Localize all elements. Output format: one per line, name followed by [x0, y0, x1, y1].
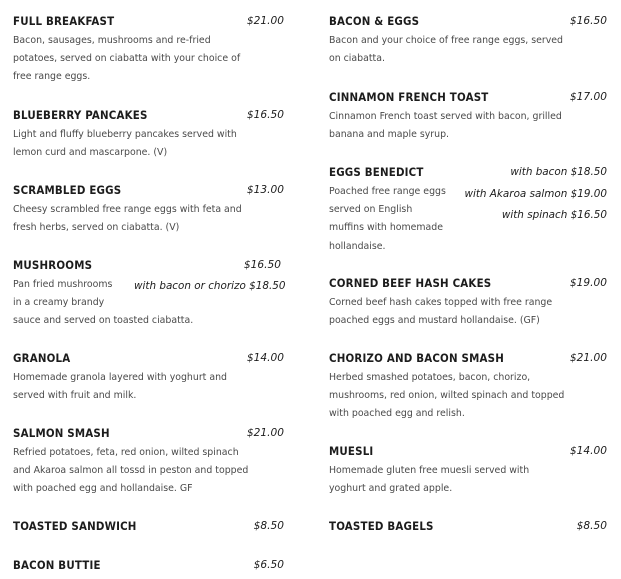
menu-item-scrambled-eggs: [13, 183, 288, 237]
item-title: GRANOLA: [13, 351, 71, 365]
item-description: Cinnamon French toast served with bacon, grilled banana and maple syrup.: [329, 111, 562, 141]
item-title: CINNAMON FRENCH TOAST: [329, 90, 489, 104]
item-price: $19.00: [569, 277, 607, 289]
item-description: Light and fluffy blueberry pancakes served with lemon curd and mascarpone. (V): [13, 129, 237, 159]
item-title: TOASTED BAGELS: [329, 519, 434, 533]
item-options: with bacon $18.50 with Akaroa salmon $19.00 with spinach $16.50: [464, 166, 607, 221]
item-title: EGGS BENEDICT: [329, 165, 424, 179]
item-description: Homemade gluten free muesli served with yoghurt and grated apple.: [329, 465, 530, 495]
item-title: FULL BREAKFAST: [13, 14, 115, 28]
menu-item-cinnamon-french-toast: [329, 90, 607, 144]
item-price: $8.50: [253, 520, 284, 532]
item-title: BACON & EGGS: [329, 14, 420, 28]
item-title: MUESLI: [329, 444, 374, 458]
item-description: Pan fried mushrooms in a creamy brandy sauce and served on toasted ciabatta.: [13, 279, 194, 327]
item-description: Bacon and your choice of free range eggs, served on ciabatta.: [329, 35, 564, 65]
menu-item-bacon-buttie: [13, 558, 288, 572]
item-price: $14.00: [569, 445, 607, 457]
item-description: Bacon, sausages, mushrooms and re-fried potatoes, served on ciabatta with your choice of free range eggs.: [13, 35, 241, 83]
item-price: $16.50: [246, 109, 284, 121]
item-title: BACON BUTTIE: [13, 558, 101, 572]
item-price: $21.00: [569, 352, 607, 364]
item-price: $16.50: [243, 259, 281, 271]
item-price: $13.00: [246, 184, 284, 196]
item-description: Herbed smashed potatoes, bacon, chorizo, mushrooms, red onion, wilted spinach and topped with poached egg and relish.: [329, 372, 565, 420]
item-price: $8.50: [576, 520, 607, 532]
item-price: $16.50: [569, 15, 607, 27]
item-description: Poached free range eggs served on English muffins with homemade hollandaise.: [329, 186, 446, 252]
menu-item-granola: [13, 351, 288, 405]
item-price: $17.00: [569, 91, 607, 103]
item-price: $14.00: [246, 352, 284, 364]
item-title: SCRAMBLED EGGS: [13, 183, 122, 197]
menu-item-full-breakfast: [13, 14, 288, 87]
item-title: BLUEBERRY PANCAKES: [13, 108, 148, 122]
item-title: MUSHROOMS: [13, 258, 93, 272]
column-divider: [310, 0, 311, 579]
menu-item-eggs-benedict: [329, 165, 607, 256]
menu-item-salmon-smash: [13, 426, 288, 499]
item-option: with bacon or chorizo $18.50: [134, 280, 286, 292]
item-description: Homemade granola layered with yoghurt and served with fruit and milk.: [13, 372, 227, 402]
menu-item-muesli: [329, 444, 607, 498]
item-price: $21.00: [246, 427, 284, 439]
item-description: Corned beef hash cakes topped with free range poached eggs and mustard hollandaise. (GF): [329, 297, 553, 327]
menu-item-mushrooms: [13, 258, 288, 331]
menu-item-toasted-sandwich: [13, 519, 288, 533]
item-title: TOASTED SANDWICH: [13, 519, 137, 533]
item-description: Cheesy scrambled free range eggs with feta and fresh herbs, served on ciabatta. (V): [13, 204, 242, 234]
menu-item-blueberry-pancakes: [13, 108, 288, 162]
menu-item-toasted-bagels: [329, 519, 607, 533]
item-description: Refried potatoes, feta, red onion, wilted spinach and Akaroa salmon all tossd in peston and topped with poached egg and hollandaise. GF: [13, 447, 249, 495]
item-title: SALMON SMASH: [13, 426, 110, 440]
menu-item-corned-beef-hash-cakes: [329, 276, 607, 330]
menu-item-bacon-eggs: [329, 14, 607, 68]
menu-item-chorizo-bacon-smash: [329, 351, 607, 424]
item-price: $6.50: [253, 559, 284, 571]
item-title: CORNED BEEF HASH CAKES: [329, 276, 492, 290]
item-price: $21.00: [246, 15, 284, 27]
item-title: CHORIZO AND BACON SMASH: [329, 351, 504, 365]
